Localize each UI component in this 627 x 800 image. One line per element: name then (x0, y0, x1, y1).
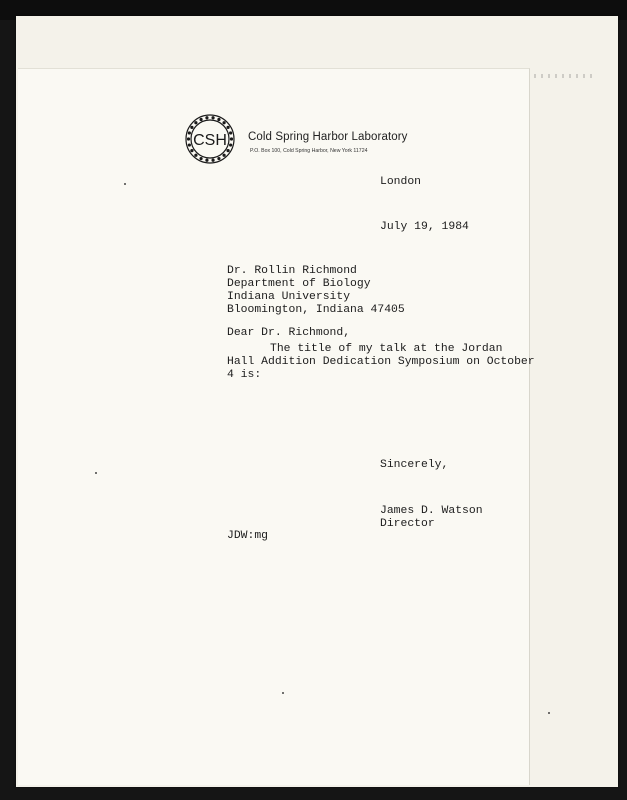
logo-bead (190, 149, 193, 152)
logo-bead (229, 143, 232, 146)
letter-location: London (380, 176, 422, 188)
body-line: The title of my talk at the Jordan (270, 343, 503, 355)
body-line: 4 is: (227, 369, 262, 381)
letter-date: July 19, 1984 (380, 221, 469, 233)
logo-bead (188, 143, 191, 146)
logo-bead (205, 159, 208, 162)
logo-bead (194, 154, 197, 157)
logo-bead (211, 159, 214, 162)
salutation: Dear Dr. Richmond, (227, 327, 351, 339)
logo-bead (222, 121, 225, 124)
logo-bead (205, 116, 208, 119)
letter-page (18, 68, 530, 785)
recipient-institution: Indiana University (227, 291, 351, 303)
reference-initials: JDW:mg (227, 530, 269, 542)
logo-bead (217, 157, 220, 160)
logo-bead (199, 118, 202, 121)
logo-bead (190, 126, 193, 129)
organization-name: Cold Spring Harbor Laboratory (248, 131, 408, 143)
paper-speck (548, 712, 550, 714)
paper-speck (95, 472, 97, 474)
back-page-edge (529, 84, 619, 644)
logo-bead (226, 149, 229, 152)
closing: Sincerely, (380, 459, 449, 471)
logo-bead (199, 157, 202, 160)
logo-bead (211, 116, 214, 119)
logo-bead (226, 126, 229, 129)
recipient-department: Department of Biology (227, 278, 371, 290)
paper-speck (282, 692, 284, 694)
signer-name: James D. Watson (380, 505, 483, 517)
logo-bead (222, 154, 225, 157)
recipient-name: Dr. Rollin Richmond (227, 265, 357, 277)
logo-initials: CSH (193, 132, 227, 149)
logo-bead (229, 131, 232, 134)
logo-bead (230, 137, 233, 140)
paper-speck (124, 183, 126, 185)
csh-logo (180, 110, 240, 168)
recipient-city: Bloomington, Indiana 47405 (227, 304, 405, 316)
logo-bead (187, 137, 190, 140)
logo-bead (188, 131, 191, 134)
organization-address: P.O. Box 100, Cold Spring Harbor, New York 11724 (250, 148, 368, 154)
logo-bead (194, 121, 197, 124)
logo-bead (217, 118, 220, 121)
body-line: Hall Addition Dedication Symposium on October (227, 356, 535, 368)
signer-title: Director (380, 518, 435, 530)
